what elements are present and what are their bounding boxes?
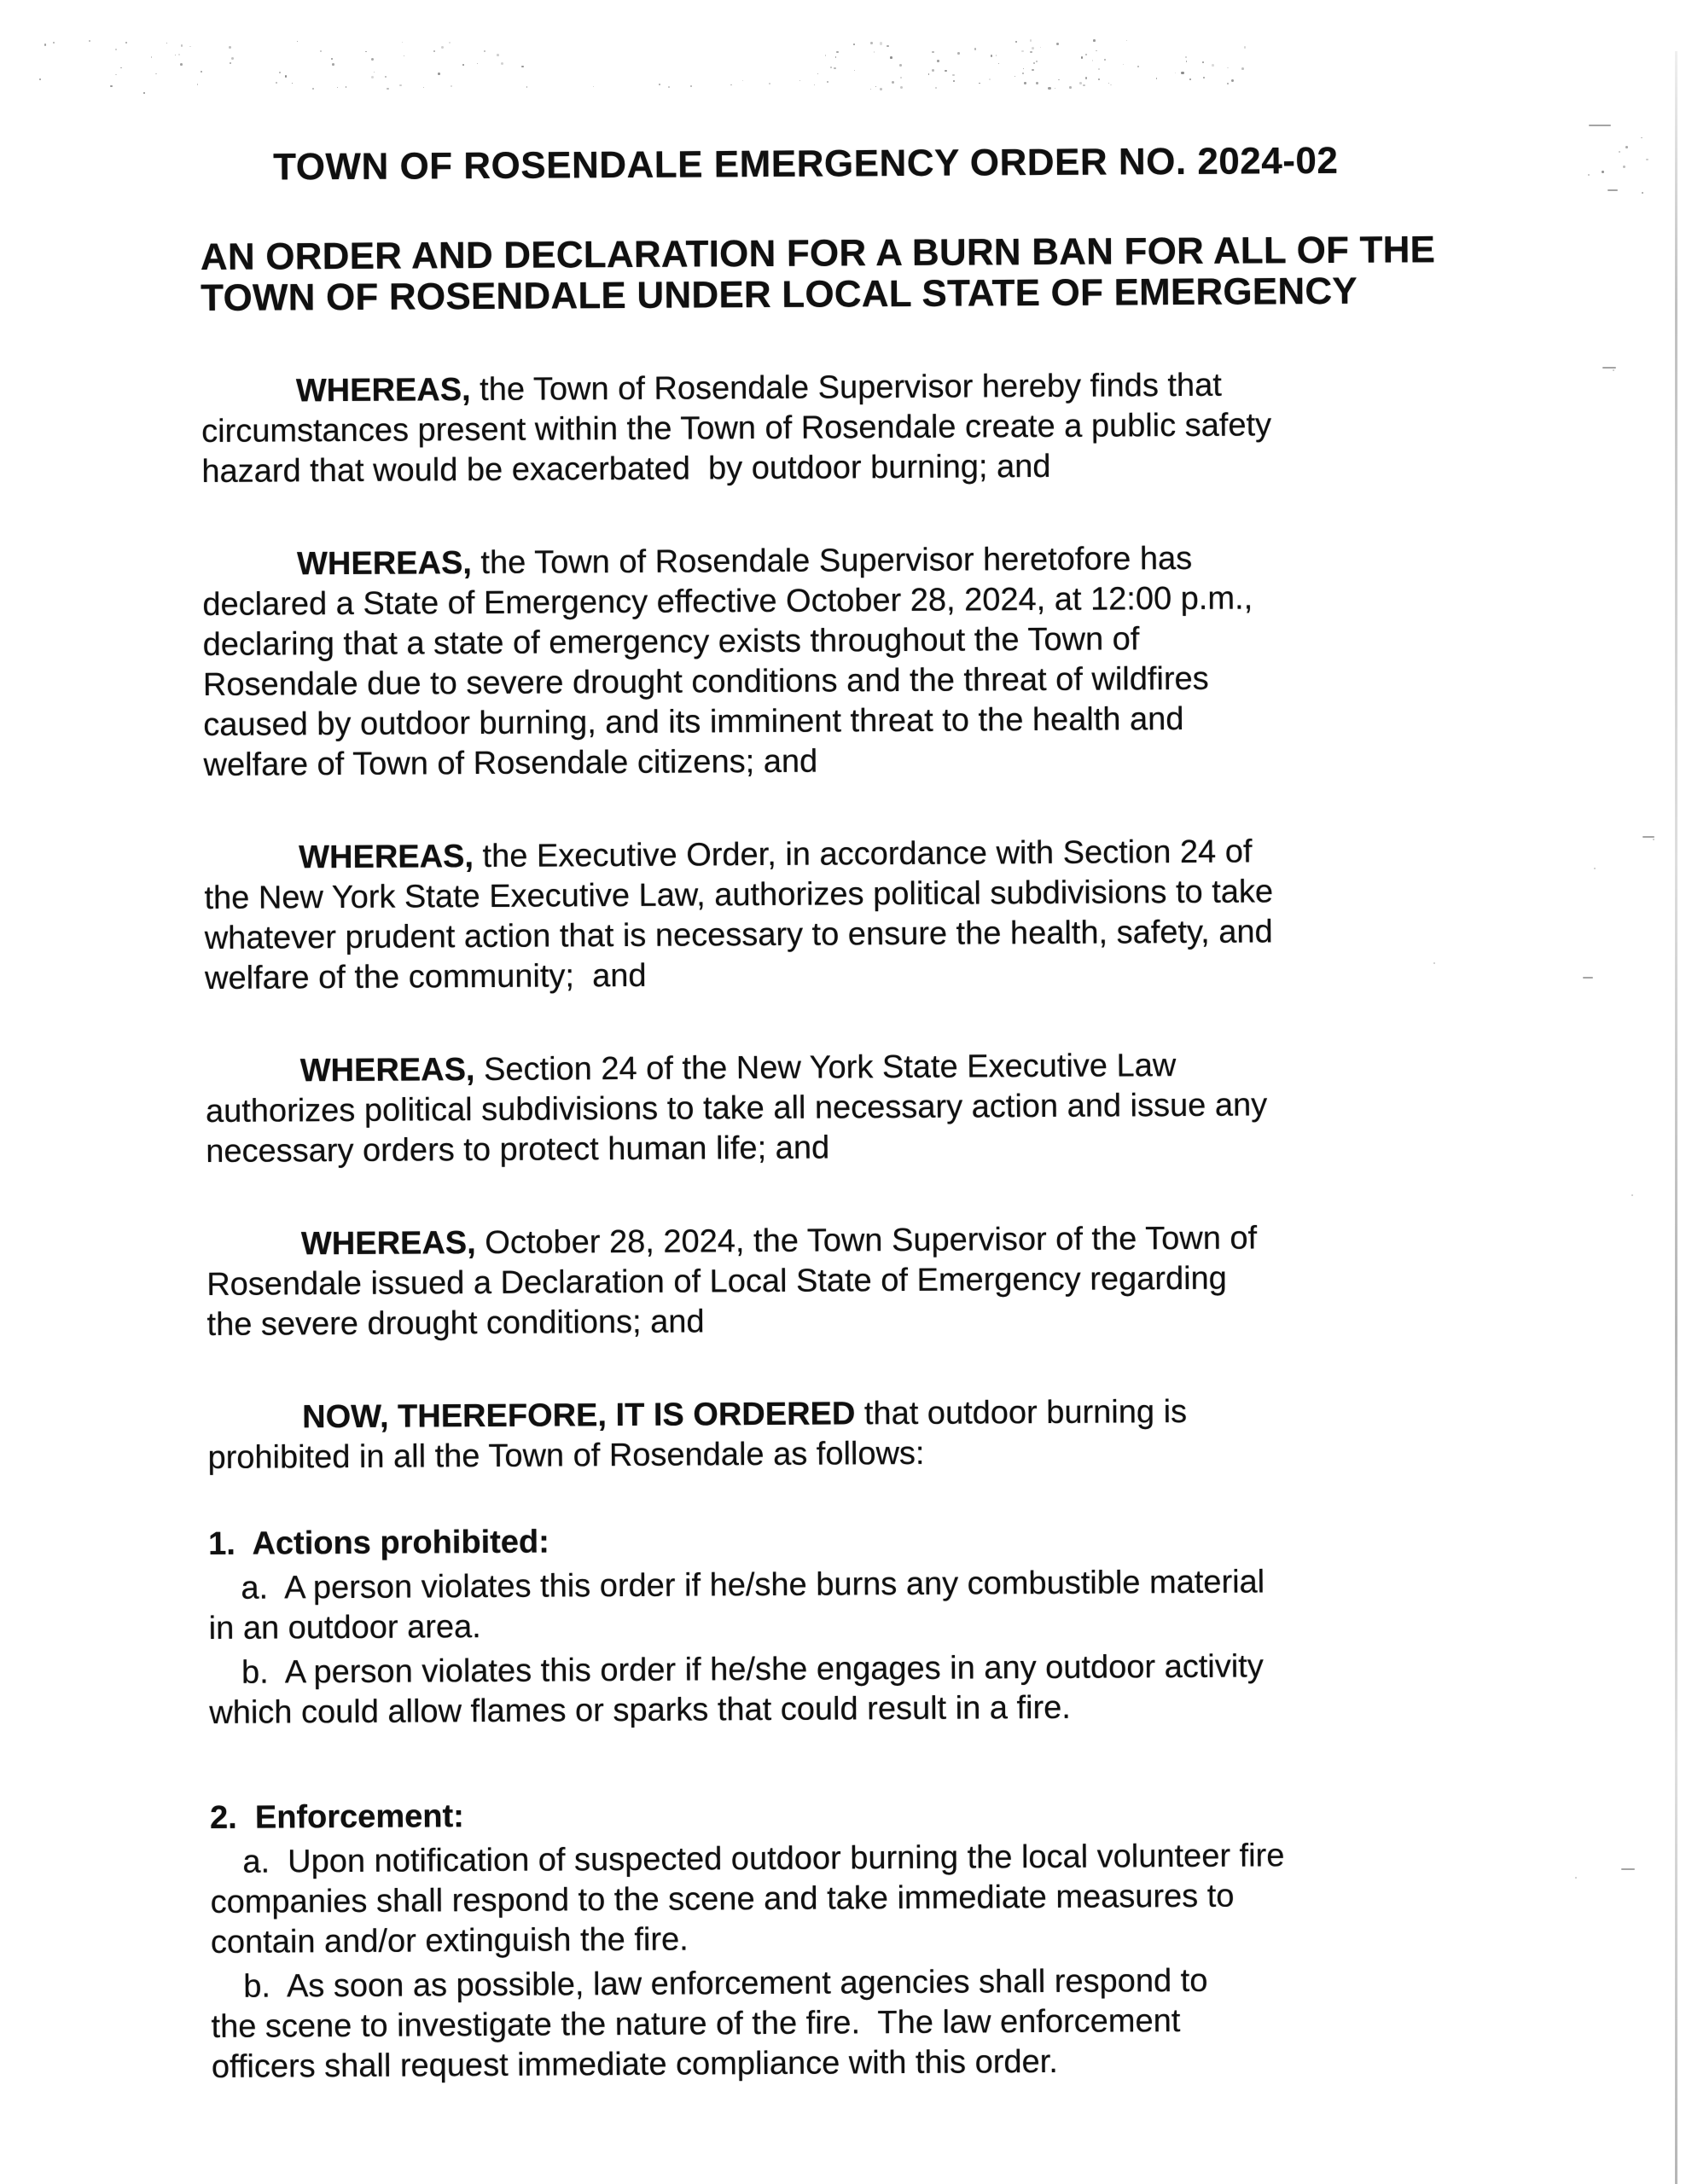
document-line: officers shall request immediate compliance with this order.	[211, 2043, 1058, 2085]
document-subtitle-line: AN ORDER AND DECLARATION FOR A BURN BAN FOR ALL OF THE	[200, 229, 1436, 278]
document-line: b. A person violates this order if he/she engages in any outdoor activity	[241, 1648, 1264, 1691]
document-line: WHEREAS, the Executive Order, in accordance with Section 24 of	[299, 834, 1253, 876]
scan-streak-artifact	[1589, 125, 1611, 126]
document-line: Rosendale due to severe drought conditions and the threat of wildfires	[202, 660, 1209, 703]
document-line: contain and/or extinguish the fire.	[210, 1921, 689, 1960]
document-line: WHEREAS, the Town of Rosendale Supervisor heretofore has	[296, 540, 1193, 583]
document-paragraph	[202, 537, 1416, 786]
document-title: TOWN OF ROSENDALE EMERGENCY ORDER NO. 2024-02	[273, 139, 1339, 189]
document-line: a. Upon notification of suspected outdoor burning the local volunteer fire	[242, 1838, 1285, 1880]
document-paragraph	[206, 1044, 1418, 1172]
document-line: 1. Actions prohibited:	[207, 1524, 549, 1562]
document-line: a. A person violates this order if he/she burns any combustible material	[241, 1564, 1265, 1606]
document-paragraph	[201, 364, 1414, 492]
scan-edge-artifact	[1675, 51, 1677, 2184]
document-heading	[210, 1791, 1421, 1838]
document-line: NOW, THEREFORE, IT IS ORDERED that outdoor burning is	[302, 1393, 1188, 1436]
document-line: circumstances present within the Town of Rosendale create a public safety	[201, 407, 1272, 450]
document-line: caused by outdoor burning, and its imminent threat to the health and	[203, 700, 1184, 743]
document-line: Rosendale issued a Declaration of Local State of Emergency regarding	[206, 1260, 1227, 1303]
document-paragraph	[204, 831, 1416, 999]
document	[200, 122, 1436, 2088]
document-body	[201, 364, 1423, 2088]
document-line: necessary orders to protect human life; and	[206, 1130, 830, 1170]
document-list-item	[208, 1561, 1421, 1649]
document-subtitle	[200, 229, 1436, 319]
document-line: in an outdoor area.	[208, 1609, 481, 1647]
document-line: WHEREAS, the Town of Rosendale Supervisor hereby finds that	[295, 367, 1222, 410]
scan-streak-artifact	[1583, 977, 1593, 979]
document-paragraph	[207, 1391, 1420, 1478]
document-heading	[208, 1517, 1420, 1565]
scan-streak-artifact	[1621, 1868, 1635, 1870]
document-line: welfare of Town of Rosendale citizens; and	[203, 743, 818, 783]
scan-streak-artifact	[1602, 367, 1616, 369]
document-line: WHEREAS, October 28, 2024, the Town Supervisor of the Town of	[300, 1220, 1258, 1263]
document-line: prohibited in all the Town of Rosendale as follows:	[207, 1435, 925, 1476]
document-subtitle-line: TOWN OF ROSENDALE UNDER LOCAL STATE OF EMERGENCY	[201, 270, 1358, 319]
document-list-item	[209, 1646, 1421, 1734]
document-line: b. As soon as possible, law enforcement agencies shall respond to	[243, 1962, 1208, 2005]
document-list-item	[210, 1835, 1422, 1963]
document-line: whatever prudent action that is necessary to ensure the health, safety, and	[204, 914, 1273, 956]
scan-streak-artifact	[1642, 836, 1654, 838]
document-line: the scene to investigate the nature of the fire. The law enforcement	[211, 2003, 1181, 2045]
document-line: the severe drought conditions; and	[206, 1304, 705, 1343]
document-paragraph	[206, 1217, 1419, 1345]
scan-streak-artifact	[1608, 189, 1618, 191]
document-list-item	[211, 1960, 1423, 2088]
document-line: the New York State Executive Law, authorizes political subdivisions to take	[204, 874, 1274, 916]
document-line: authorizes political subdivisions to take all necessary action and issue any	[205, 1087, 1268, 1130]
document-line: declaring that a state of emergency exists throughout the Town of	[202, 621, 1140, 663]
document-line: companies shall respond to the scene and take immediate measures to	[210, 1878, 1235, 1920]
document-line: welfare of the community; and	[204, 957, 647, 996]
document-line: 2. Enforcement:	[209, 1798, 464, 1836]
document-line: which could allow flames or sparks that could result in a fire.	[209, 1689, 1072, 1731]
document-line: declared a State of Emergency effective October 28, 2024, at 12:00 p.m.,	[202, 580, 1253, 623]
document-line: WHEREAS, Section 24 of the New York State Executive Law	[299, 1048, 1177, 1089]
document-line: hazard that would be exacerbated by outdoor burning; and	[201, 448, 1051, 490]
